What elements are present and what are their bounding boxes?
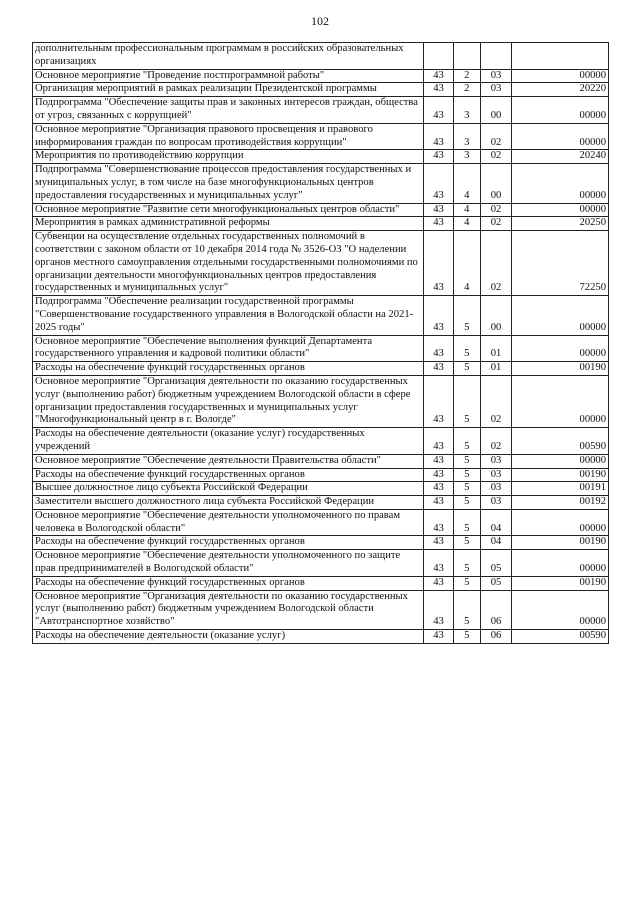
row-name-cell: Основное мероприятие "Проведение постпрограммной работы" xyxy=(33,69,424,83)
row-code-3-cell: 03 xyxy=(480,83,511,97)
row-code-2-cell: 5 xyxy=(453,550,480,577)
row-code-1-cell: 43 xyxy=(424,454,453,468)
row-code-3-cell: 06 xyxy=(480,590,511,629)
table-row xyxy=(33,550,609,577)
row-code-3-cell: 03 xyxy=(480,468,511,482)
table-row xyxy=(33,428,609,455)
row-code-1-cell: 43 xyxy=(424,362,453,376)
row-code-4-cell: 00190 xyxy=(512,576,609,590)
row-code-3-cell: 03 xyxy=(480,69,511,83)
row-code-2-cell: 5 xyxy=(453,576,480,590)
table-row xyxy=(33,203,609,217)
row-code-4-cell: 00191 xyxy=(512,482,609,496)
row-code-1-cell: 43 xyxy=(424,123,453,150)
row-code-1-cell: 43 xyxy=(424,97,453,124)
table-row xyxy=(33,83,609,97)
row-code-1-cell: 43 xyxy=(424,69,453,83)
budget-classification-table xyxy=(32,42,609,644)
table-row xyxy=(33,150,609,164)
table-row xyxy=(33,296,609,335)
row-code-1-cell: 43 xyxy=(424,536,453,550)
row-name-cell: Расходы на обеспечение функций государственных органов xyxy=(33,576,424,590)
table-row xyxy=(33,335,609,362)
row-code-2-cell xyxy=(453,43,480,70)
row-code-4-cell: 20220 xyxy=(512,83,609,97)
row-code-3-cell xyxy=(480,43,511,70)
row-name-cell: Основное мероприятие "Организация деятельности по оказанию государственных услуг (выполнению работ) бюджетным учреждением Вологодской области "Автотранспортное хозяйство" xyxy=(33,590,424,629)
row-code-1-cell: 43 xyxy=(424,335,453,362)
row-code-2-cell: 2 xyxy=(453,83,480,97)
row-code-2-cell: 5 xyxy=(453,536,480,550)
row-code-4-cell: 00000 xyxy=(512,69,609,83)
row-name-cell: Субвенции на осуществление отдельных государственных полномочий в соответствии с законом области от 10 декабря 2014 года № 3526-ОЗ "О наделении органов местного самоуправления отдельными государственными полномочиями по организации деятельности многофункциональных центров предоставления государственных и муниципальных услуг" xyxy=(33,231,424,296)
row-code-4-cell: 00000 xyxy=(512,335,609,362)
row-code-1-cell: 43 xyxy=(424,231,453,296)
row-code-3-cell: 02 xyxy=(480,428,511,455)
row-code-3-cell: 04 xyxy=(480,536,511,550)
table-row xyxy=(33,536,609,550)
row-code-2-cell: 5 xyxy=(453,335,480,362)
table-row xyxy=(33,576,609,590)
row-name-cell: Основное мероприятие "Организация деятельности по оказанию государственных услуг (выполнению работ) бюджетным учреждением Вологодской области в сфере организации предоставления государственных и муниципальных услуг "Многофункциональный центр в г. Вологде" xyxy=(33,375,424,427)
row-code-1-cell: 43 xyxy=(424,468,453,482)
row-code-3-cell: 03 xyxy=(480,454,511,468)
row-code-2-cell: 4 xyxy=(453,203,480,217)
row-code-2-cell: 5 xyxy=(453,428,480,455)
row-name-cell: Заместители высшего должностного лица субъекта Российской Федерации xyxy=(33,496,424,510)
row-code-3-cell: 05 xyxy=(480,576,511,590)
row-code-3-cell: 06 xyxy=(480,630,511,644)
row-code-4-cell: 00000 xyxy=(512,296,609,335)
table-row xyxy=(33,123,609,150)
row-code-1-cell: 43 xyxy=(424,375,453,427)
row-code-1-cell: 43 xyxy=(424,83,453,97)
row-code-1-cell: 43 xyxy=(424,296,453,335)
row-code-3-cell: 05 xyxy=(480,550,511,577)
row-name-cell: Расходы на обеспечение функций государственных органов xyxy=(33,536,424,550)
row-code-2-cell: 4 xyxy=(453,217,480,231)
row-code-3-cell: 02 xyxy=(480,123,511,150)
row-code-3-cell: 02 xyxy=(480,150,511,164)
row-code-3-cell: 02 xyxy=(480,231,511,296)
row-code-2-cell: 5 xyxy=(453,590,480,629)
row-name-cell: Мероприятия по противодействию коррупции xyxy=(33,150,424,164)
row-name-cell: Мероприятия в рамках административной реформы xyxy=(33,217,424,231)
row-code-3-cell: 03 xyxy=(480,482,511,496)
row-code-3-cell: 02 xyxy=(480,217,511,231)
row-code-4-cell xyxy=(512,43,609,70)
row-code-1-cell: 43 xyxy=(424,630,453,644)
row-code-2-cell: 5 xyxy=(453,375,480,427)
row-code-4-cell: 00000 xyxy=(512,97,609,124)
row-code-4-cell: 20240 xyxy=(512,150,609,164)
row-code-2-cell: 5 xyxy=(453,468,480,482)
row-code-3-cell: 00 xyxy=(480,164,511,203)
row-code-2-cell: 5 xyxy=(453,630,480,644)
row-name-cell: Основное мероприятие "Обеспечение деятельности уполномоченного по правам человека в Вологодской области" xyxy=(33,509,424,536)
row-name-cell: Расходы на обеспечение деятельности (оказание услуг) xyxy=(33,630,424,644)
row-name-cell: Подпрограмма "Совершенствование процессов предоставления государственных и муниципальных услуг, в том числе на базе многофункциональных центров предоставления государственных и муниципальных услуг" xyxy=(33,164,424,203)
row-name-cell: Подпрограмма "Обеспечение реализации государственной программы "Совершенствование государственного управления в Вологодской области на 2021-2025 годы" xyxy=(33,296,424,335)
row-name-cell: Основное мероприятие "Обеспечение деятельности уполномоченного по защите прав предпринимателей в Вологодской области" xyxy=(33,550,424,577)
row-code-2-cell: 3 xyxy=(453,123,480,150)
row-code-4-cell: 00590 xyxy=(512,630,609,644)
table-body xyxy=(33,43,609,644)
row-name-cell: Основное мероприятие "Организация правового просвещения и правового информирования граждан по вопросам противодействия коррупции" xyxy=(33,123,424,150)
row-code-4-cell: 72250 xyxy=(512,231,609,296)
row-code-1-cell: 43 xyxy=(424,150,453,164)
row-code-3-cell: 02 xyxy=(480,375,511,427)
row-name-cell: Основное мероприятие "Обеспечение деятельности Правительства области" xyxy=(33,454,424,468)
row-code-3-cell: 03 xyxy=(480,496,511,510)
row-code-3-cell: 01 xyxy=(480,362,511,376)
table-row xyxy=(33,482,609,496)
row-code-2-cell: 3 xyxy=(453,97,480,124)
row-code-4-cell: 00000 xyxy=(512,203,609,217)
row-name-cell: Расходы на обеспечение деятельности (оказание услуг) государственных учреждений xyxy=(33,428,424,455)
row-code-4-cell: 00000 xyxy=(512,123,609,150)
row-code-1-cell: 43 xyxy=(424,203,453,217)
row-code-2-cell: 5 xyxy=(453,362,480,376)
row-code-2-cell: 5 xyxy=(453,509,480,536)
row-name-cell: дополнительным профессиональным программам в российских образовательных организациях xyxy=(33,43,424,70)
row-code-3-cell: 04 xyxy=(480,509,511,536)
table-row xyxy=(33,375,609,427)
table-row xyxy=(33,362,609,376)
row-code-1-cell: 43 xyxy=(424,217,453,231)
table-row xyxy=(33,496,609,510)
table-row xyxy=(33,468,609,482)
row-code-4-cell: 00590 xyxy=(512,428,609,455)
row-name-cell: Организация мероприятий в рамках реализации Президентской программы xyxy=(33,83,424,97)
row-code-1-cell: 43 xyxy=(424,590,453,629)
row-code-3-cell: 02 xyxy=(480,203,511,217)
row-code-1-cell: 43 xyxy=(424,164,453,203)
table-row xyxy=(33,454,609,468)
row-code-2-cell: 3 xyxy=(453,150,480,164)
row-code-4-cell: 00000 xyxy=(512,550,609,577)
row-code-4-cell: 00000 xyxy=(512,454,609,468)
row-code-4-cell: 00192 xyxy=(512,496,609,510)
table-row xyxy=(33,590,609,629)
page-number: 102 xyxy=(311,14,329,28)
table-row xyxy=(33,43,609,70)
row-code-2-cell: 4 xyxy=(453,164,480,203)
row-name-cell: Подпрограмма "Обеспечение защиты прав и законных интересов граждан, общества от угроз, связанных с коррупцией" xyxy=(33,97,424,124)
row-code-2-cell: 2 xyxy=(453,69,480,83)
table-row xyxy=(33,509,609,536)
row-name-cell: Основное мероприятие "Обеспечение выполнения функций Департамента государственного управления и кадровой политики области" xyxy=(33,335,424,362)
row-code-1-cell: 43 xyxy=(424,496,453,510)
row-code-3-cell: 00 xyxy=(480,97,511,124)
row-code-4-cell: 00190 xyxy=(512,536,609,550)
row-name-cell: Основное мероприятие "Развитие сети многофункциональных центров области" xyxy=(33,203,424,217)
row-code-1-cell: 43 xyxy=(424,550,453,577)
row-code-4-cell: 00000 xyxy=(512,375,609,427)
row-code-1-cell xyxy=(424,43,453,70)
table-row xyxy=(33,630,609,644)
row-code-2-cell: 5 xyxy=(453,454,480,468)
row-code-1-cell: 43 xyxy=(424,509,453,536)
row-code-4-cell: 00000 xyxy=(512,509,609,536)
row-name-cell: Расходы на обеспечение функций государственных органов xyxy=(33,468,424,482)
table-row xyxy=(33,231,609,296)
row-code-4-cell: 00000 xyxy=(512,164,609,203)
row-code-4-cell: 20250 xyxy=(512,217,609,231)
row-code-2-cell: 4 xyxy=(453,231,480,296)
row-code-3-cell: 00 xyxy=(480,296,511,335)
row-code-1-cell: 43 xyxy=(424,428,453,455)
table-row xyxy=(33,217,609,231)
row-name-cell: Расходы на обеспечение функций государственных органов xyxy=(33,362,424,376)
row-code-2-cell: 5 xyxy=(453,482,480,496)
table-row xyxy=(33,69,609,83)
row-code-4-cell: 00190 xyxy=(512,362,609,376)
row-code-1-cell: 43 xyxy=(424,482,453,496)
row-code-1-cell: 43 xyxy=(424,576,453,590)
row-code-2-cell: 5 xyxy=(453,496,480,510)
table-row xyxy=(33,164,609,203)
row-code-4-cell: 00000 xyxy=(512,590,609,629)
row-name-cell: Высшее должностное лицо субъекта Российской Федерации xyxy=(33,482,424,496)
row-code-3-cell: 01 xyxy=(480,335,511,362)
table-row xyxy=(33,97,609,124)
row-code-2-cell: 5 xyxy=(453,296,480,335)
row-code-4-cell: 00190 xyxy=(512,468,609,482)
